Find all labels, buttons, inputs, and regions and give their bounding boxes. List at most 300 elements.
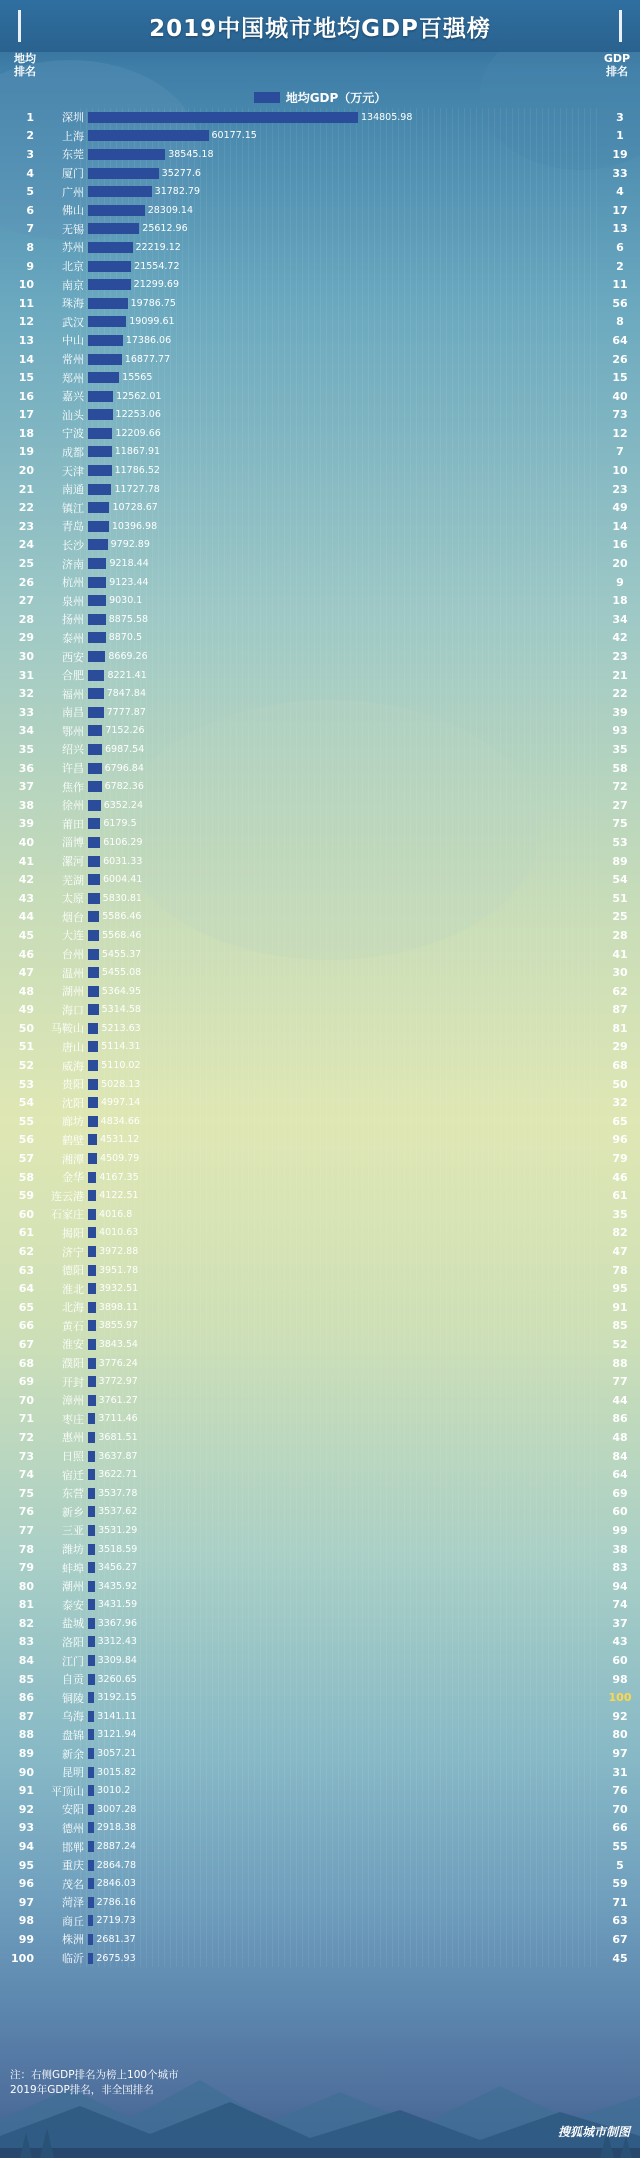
row-rank: 62 bbox=[18, 1245, 34, 1259]
row-city-label: 绍兴 bbox=[62, 743, 84, 757]
row-city-label: 珠海 bbox=[62, 297, 84, 311]
row-rank: 40 bbox=[18, 835, 34, 849]
row-rank: 100 bbox=[11, 1951, 34, 1965]
chart-row bbox=[0, 1186, 640, 1205]
row-bar-wrap bbox=[88, 666, 600, 685]
row-bar-wrap bbox=[88, 331, 600, 350]
row-bar-wrap bbox=[88, 1112, 600, 1131]
row-bar bbox=[88, 874, 100, 885]
row-bar-wrap bbox=[88, 201, 600, 220]
row-bar-wrap bbox=[88, 1670, 600, 1689]
row-bar bbox=[88, 725, 102, 736]
row-bar-wrap bbox=[88, 368, 600, 387]
row-rank: 92 bbox=[18, 1802, 34, 1816]
row-bar-wrap bbox=[88, 1503, 600, 1522]
row-rank: 96 bbox=[18, 1877, 34, 1891]
row-bar-wrap bbox=[88, 108, 600, 127]
row-gdp-rank: 85 bbox=[612, 1319, 628, 1333]
row-gdp-rank: 48 bbox=[612, 1430, 628, 1444]
row-bar bbox=[88, 1432, 95, 1443]
row-bar-wrap bbox=[88, 684, 600, 703]
chart-row bbox=[0, 777, 640, 796]
row-bar bbox=[88, 279, 131, 290]
row-gdp-rank: 88 bbox=[612, 1356, 628, 1370]
row-value-label: 3681.51 bbox=[98, 1431, 138, 1443]
row-gdp-rank: 64 bbox=[612, 1468, 628, 1482]
row-bar-wrap bbox=[88, 759, 600, 778]
row-rank: 66 bbox=[18, 1319, 34, 1333]
row-value-label: 4834.66 bbox=[100, 1115, 140, 1127]
row-bar bbox=[88, 261, 131, 272]
row-gdp-rank: 92 bbox=[612, 1709, 628, 1723]
row-rank: 72 bbox=[18, 1430, 34, 1444]
row-rank: 91 bbox=[18, 1784, 34, 1798]
row-value-label: 38545.18 bbox=[168, 148, 214, 160]
chart-row bbox=[0, 703, 640, 722]
row-rank: 18 bbox=[18, 426, 34, 440]
chart-row bbox=[0, 1726, 640, 1745]
row-gdp-rank: 29 bbox=[612, 1040, 628, 1054]
chart-legend bbox=[0, 86, 640, 108]
row-bar bbox=[88, 1525, 95, 1536]
row-bar bbox=[88, 446, 112, 457]
chart-row bbox=[0, 201, 640, 220]
row-bar bbox=[88, 1283, 96, 1294]
chart-row bbox=[0, 1428, 640, 1447]
row-gdp-rank: 32 bbox=[612, 1096, 628, 1110]
row-bar bbox=[88, 1413, 95, 1424]
row-value-label: 4016.8 bbox=[99, 1208, 133, 1220]
row-gdp-rank: 41 bbox=[612, 947, 628, 961]
row-value-label: 2846.03 bbox=[96, 1878, 136, 1890]
chart-row bbox=[0, 1001, 640, 1020]
row-gdp-rank: 89 bbox=[612, 854, 628, 868]
row-bar bbox=[88, 1544, 95, 1555]
row-city-label: 合肥 bbox=[62, 669, 84, 683]
row-gdp-rank: 62 bbox=[612, 984, 628, 998]
chart-row bbox=[0, 833, 640, 852]
row-rank: 70 bbox=[18, 1393, 34, 1407]
chart-row bbox=[0, 1391, 640, 1410]
row-value-label: 9030.1 bbox=[109, 595, 143, 607]
row-bar bbox=[88, 837, 100, 848]
row-city-label: 蚌埠 bbox=[62, 1561, 84, 1575]
row-rank: 8 bbox=[26, 240, 34, 254]
row-bar bbox=[88, 1655, 95, 1666]
row-bar bbox=[88, 409, 113, 420]
row-city-label: 新余 bbox=[62, 1747, 84, 1761]
row-value-label: 7847.84 bbox=[106, 688, 146, 700]
row-bar bbox=[88, 1320, 96, 1331]
row-bar bbox=[88, 632, 106, 643]
row-bar bbox=[88, 856, 100, 867]
row-city-label: 潮州 bbox=[62, 1580, 84, 1594]
row-bar bbox=[88, 242, 133, 253]
row-value-label: 31782.79 bbox=[154, 186, 200, 198]
row-bar-wrap bbox=[88, 1912, 600, 1931]
bar-chart bbox=[0, 108, 640, 1967]
chart-row bbox=[0, 629, 640, 648]
row-gdp-rank: 52 bbox=[612, 1337, 628, 1351]
row-value-label: 4122.51 bbox=[99, 1190, 139, 1202]
row-bar-wrap bbox=[88, 220, 600, 239]
left-rank-header bbox=[8, 52, 42, 78]
row-value-label: 5568.46 bbox=[102, 929, 142, 941]
row-rank: 74 bbox=[18, 1468, 34, 1482]
row-rank: 60 bbox=[18, 1207, 34, 1221]
chart-row bbox=[0, 722, 640, 741]
row-bar bbox=[88, 1302, 96, 1313]
row-rank: 63 bbox=[18, 1263, 34, 1277]
row-city-label: 马鞍山 bbox=[51, 1022, 84, 1036]
row-gdp-rank: 70 bbox=[612, 1802, 628, 1816]
chart-row bbox=[0, 666, 640, 685]
row-value-label: 5314.58 bbox=[101, 1004, 141, 1016]
row-bar bbox=[88, 1469, 95, 1480]
row-city-label: 长沙 bbox=[62, 538, 84, 552]
row-rank: 7 bbox=[26, 222, 34, 236]
page-header bbox=[0, 0, 640, 52]
row-bar-wrap bbox=[88, 1335, 600, 1354]
row-gdp-rank: 44 bbox=[612, 1393, 628, 1407]
row-city-label: 自贡 bbox=[62, 1673, 84, 1687]
chart-row bbox=[0, 1112, 640, 1131]
row-gdp-rank: 73 bbox=[612, 408, 628, 422]
chart-row bbox=[0, 926, 640, 945]
row-gdp-rank: 82 bbox=[612, 1226, 628, 1240]
row-city-label: 焦作 bbox=[62, 780, 84, 794]
chart-row bbox=[0, 443, 640, 462]
chart-row bbox=[0, 852, 640, 871]
row-city-label: 连云港 bbox=[51, 1189, 84, 1203]
row-bar bbox=[88, 893, 100, 904]
chart-row bbox=[0, 740, 640, 759]
row-value-label: 3637.87 bbox=[98, 1450, 138, 1462]
row-gdp-rank: 67 bbox=[612, 1932, 628, 1946]
row-bar bbox=[88, 1897, 94, 1908]
row-rank: 20 bbox=[18, 464, 34, 478]
row-value-label: 3141.11 bbox=[97, 1710, 137, 1722]
chart-row bbox=[0, 145, 640, 164]
row-value-label: 3367.96 bbox=[97, 1617, 138, 1629]
row-city-label: 厦门 bbox=[62, 167, 84, 181]
row-value-label: 3776.24 bbox=[98, 1357, 138, 1369]
chart-row bbox=[0, 1577, 640, 1596]
row-bar-wrap bbox=[88, 1633, 600, 1652]
row-gdp-rank: 86 bbox=[612, 1412, 628, 1426]
row-city-label: 汕头 bbox=[62, 408, 84, 422]
row-rank: 83 bbox=[18, 1635, 34, 1649]
row-rank: 56 bbox=[18, 1133, 34, 1147]
row-bar-wrap bbox=[88, 740, 600, 759]
row-bar bbox=[88, 911, 99, 922]
row-bar bbox=[88, 205, 145, 216]
row-gdp-rank: 9 bbox=[616, 575, 624, 589]
row-bar-wrap bbox=[88, 1242, 600, 1261]
row-rank: 5 bbox=[26, 185, 34, 199]
row-city-label: 武汉 bbox=[62, 315, 84, 329]
row-rank: 31 bbox=[18, 668, 34, 682]
row-bar-wrap bbox=[88, 1279, 600, 1298]
row-bar bbox=[88, 1079, 98, 1090]
chart-row bbox=[0, 870, 640, 889]
row-value-label: 4010.63 bbox=[99, 1227, 139, 1239]
row-rank: 10 bbox=[18, 278, 34, 292]
row-rank: 34 bbox=[18, 724, 34, 738]
row-rank: 51 bbox=[18, 1040, 34, 1054]
row-city-label: 中山 bbox=[62, 334, 84, 348]
row-value-label: 9218.44 bbox=[109, 558, 149, 570]
row-value-label: 6987.54 bbox=[104, 743, 145, 755]
row-city-label: 常州 bbox=[62, 353, 84, 367]
row-bar bbox=[88, 1376, 96, 1387]
row-rank: 54 bbox=[18, 1096, 34, 1110]
row-city-label: 南通 bbox=[62, 483, 84, 497]
row-city-label: 洛阳 bbox=[62, 1635, 84, 1649]
row-city-label: 铜陵 bbox=[62, 1691, 84, 1705]
row-rank: 47 bbox=[18, 966, 34, 980]
row-value-label: 2786.16 bbox=[96, 1896, 136, 1908]
row-bar bbox=[88, 130, 209, 141]
legend-swatch-icon bbox=[254, 92, 280, 103]
row-value-label: 4167.35 bbox=[99, 1171, 139, 1183]
chart-row bbox=[0, 164, 640, 183]
row-gdp-rank: 43 bbox=[612, 1635, 628, 1649]
row-city-label: 西安 bbox=[62, 650, 84, 664]
row-city-label: 淮北 bbox=[62, 1282, 84, 1296]
row-rank: 3 bbox=[26, 147, 34, 161]
row-value-label: 21299.69 bbox=[133, 279, 179, 291]
chart-row bbox=[0, 1372, 640, 1391]
row-gdp-rank: 98 bbox=[612, 1672, 628, 1686]
row-gdp-rank: 26 bbox=[612, 352, 628, 366]
row-bar bbox=[88, 1581, 95, 1592]
row-bar bbox=[88, 372, 119, 383]
row-value-label: 6782.36 bbox=[104, 781, 144, 793]
row-gdp-rank: 91 bbox=[612, 1300, 628, 1314]
row-gdp-rank: 37 bbox=[612, 1616, 628, 1630]
chart-row bbox=[0, 1354, 640, 1373]
footnote-line2: 2019年GDP排名，非全国排名 bbox=[10, 2084, 154, 2096]
chart-row bbox=[0, 1744, 640, 1763]
row-city-label: 佛山 bbox=[62, 204, 84, 218]
row-rank: 41 bbox=[18, 854, 34, 868]
row-rank: 17 bbox=[18, 408, 34, 422]
row-city-label: 杭州 bbox=[62, 576, 84, 590]
row-bar bbox=[88, 670, 104, 681]
row-bar-wrap bbox=[88, 443, 600, 462]
row-rank: 75 bbox=[18, 1486, 34, 1500]
row-bar-wrap bbox=[88, 387, 600, 406]
chart-row bbox=[0, 1781, 640, 1800]
row-bar-wrap bbox=[88, 703, 600, 722]
row-value-label: 21554.72 bbox=[134, 260, 180, 272]
row-bar-wrap bbox=[88, 1391, 600, 1410]
row-bar bbox=[88, 465, 112, 476]
row-rank: 81 bbox=[18, 1598, 34, 1612]
row-value-label: 6352.24 bbox=[103, 799, 144, 811]
row-bar bbox=[88, 1339, 96, 1350]
row-value-label: 2675.93 bbox=[96, 1952, 136, 1964]
row-value-label: 8870.5 bbox=[108, 632, 143, 644]
row-bar bbox=[88, 186, 152, 197]
chart-row bbox=[0, 610, 640, 629]
chart-row bbox=[0, 1447, 640, 1466]
row-gdp-rank: 96 bbox=[612, 1133, 628, 1147]
row-value-label: 3518.59 bbox=[98, 1543, 138, 1555]
row-rank: 71 bbox=[18, 1412, 34, 1426]
row-city-label: 盘锦 bbox=[62, 1728, 84, 1742]
row-gdp-rank: 78 bbox=[612, 1263, 628, 1277]
row-bar-wrap bbox=[88, 1056, 600, 1075]
chart-row bbox=[0, 759, 640, 778]
row-bar-wrap bbox=[88, 1186, 600, 1205]
row-city-label: 嘉兴 bbox=[62, 390, 84, 404]
row-bar bbox=[88, 1878, 94, 1889]
row-bar-wrap bbox=[88, 1354, 600, 1373]
row-value-label: 134805.98 bbox=[361, 111, 413, 123]
row-city-label: 惠州 bbox=[62, 1431, 84, 1445]
row-rank: 26 bbox=[18, 575, 34, 589]
chart-row bbox=[0, 294, 640, 313]
row-gdp-rank: 69 bbox=[612, 1486, 628, 1500]
row-rank: 33 bbox=[18, 705, 34, 719]
row-bar-wrap bbox=[88, 870, 600, 889]
row-gdp-rank: 23 bbox=[612, 482, 628, 496]
row-rank: 58 bbox=[18, 1170, 34, 1184]
row-gdp-rank: 18 bbox=[612, 594, 628, 608]
row-bar-wrap bbox=[88, 1577, 600, 1596]
row-bar-wrap bbox=[88, 926, 600, 945]
row-value-label: 17386.06 bbox=[125, 334, 172, 346]
chart-row bbox=[0, 1503, 640, 1522]
row-bar-wrap bbox=[88, 182, 600, 201]
row-gdp-rank: 60 bbox=[612, 1654, 628, 1668]
chart-row bbox=[0, 1930, 640, 1949]
row-value-label: 2918.38 bbox=[96, 1822, 137, 1834]
row-city-label: 淮安 bbox=[62, 1338, 84, 1352]
row-rank: 57 bbox=[18, 1152, 34, 1166]
chart-row bbox=[0, 517, 640, 536]
row-bar bbox=[88, 1265, 96, 1276]
row-city-label: 乌海 bbox=[62, 1710, 84, 1724]
row-value-label: 9123.44 bbox=[109, 576, 149, 588]
row-city-label: 唐山 bbox=[62, 1040, 84, 1054]
row-bar bbox=[88, 1246, 96, 1257]
row-bar bbox=[88, 112, 358, 123]
row-gdp-rank: 65 bbox=[612, 1114, 628, 1128]
row-value-label: 3309.84 bbox=[97, 1655, 137, 1667]
row-city-label: 株洲 bbox=[62, 1933, 84, 1947]
row-value-label: 22219.12 bbox=[135, 241, 181, 253]
row-value-label: 12209.66 bbox=[115, 427, 161, 439]
chart-row bbox=[0, 1874, 640, 1893]
row-city-label: 漳州 bbox=[62, 1394, 84, 1408]
row-value-label: 6796.84 bbox=[104, 762, 144, 774]
chart-row bbox=[0, 796, 640, 815]
row-bar-wrap bbox=[88, 1614, 600, 1633]
row-bar-wrap bbox=[88, 536, 600, 555]
row-bar-wrap bbox=[88, 1372, 600, 1391]
row-gdp-rank: 5 bbox=[616, 1858, 624, 1872]
row-city-label: 德州 bbox=[62, 1821, 84, 1835]
row-city-label: 淄博 bbox=[62, 836, 84, 850]
chart-row bbox=[0, 1242, 640, 1261]
right-rank-header bbox=[600, 52, 634, 78]
row-rank: 93 bbox=[18, 1821, 34, 1835]
row-rank: 80 bbox=[18, 1579, 34, 1593]
row-city-label: 泉州 bbox=[62, 594, 84, 608]
chart-row bbox=[0, 536, 640, 555]
row-bar bbox=[88, 354, 122, 365]
row-value-label: 3622.71 bbox=[98, 1469, 138, 1481]
row-city-label: 金华 bbox=[62, 1171, 84, 1185]
chart-row bbox=[0, 647, 640, 666]
row-city-label: 湘潭 bbox=[62, 1152, 84, 1166]
row-bar-wrap bbox=[88, 889, 600, 908]
row-bar-wrap bbox=[88, 1261, 600, 1280]
row-gdp-rank: 87 bbox=[612, 1003, 628, 1017]
row-bar bbox=[88, 1562, 95, 1573]
row-gdp-rank: 55 bbox=[612, 1840, 628, 1854]
row-gdp-rank: 16 bbox=[612, 538, 628, 552]
row-rank: 53 bbox=[18, 1077, 34, 1091]
row-value-label: 3015.82 bbox=[97, 1766, 137, 1778]
row-value-label: 11727.78 bbox=[114, 483, 160, 495]
row-bar-wrap bbox=[88, 517, 600, 536]
row-bar bbox=[88, 521, 109, 532]
row-rank: 87 bbox=[18, 1709, 34, 1723]
row-rank: 85 bbox=[18, 1672, 34, 1686]
chart-row bbox=[0, 1688, 640, 1707]
row-bar-wrap bbox=[88, 815, 600, 834]
row-bar bbox=[88, 781, 102, 792]
row-gdp-rank: 46 bbox=[612, 1170, 628, 1184]
row-rank: 24 bbox=[18, 538, 34, 552]
row-city-label: 廊坊 bbox=[62, 1115, 84, 1129]
row-bar bbox=[88, 577, 106, 588]
row-bar-wrap bbox=[88, 1707, 600, 1726]
row-bar-wrap bbox=[88, 852, 600, 871]
row-city-label: 东营 bbox=[62, 1487, 84, 1501]
row-city-label: 深圳 bbox=[62, 111, 84, 125]
row-bar-wrap bbox=[88, 1651, 600, 1670]
chart-row bbox=[0, 182, 640, 201]
row-gdp-rank: 35 bbox=[612, 742, 628, 756]
row-gdp-rank: 76 bbox=[612, 1784, 628, 1798]
row-rank: 37 bbox=[18, 780, 34, 794]
row-city-label: 镇江 bbox=[62, 501, 84, 515]
chart-row bbox=[0, 275, 640, 294]
row-city-label: 盐城 bbox=[62, 1617, 84, 1631]
row-gdp-rank: 64 bbox=[612, 333, 628, 347]
row-value-label: 15565 bbox=[122, 372, 153, 384]
row-rank: 12 bbox=[18, 315, 34, 329]
row-value-label: 3855.97 bbox=[98, 1320, 139, 1332]
row-gdp-rank: 19 bbox=[612, 147, 628, 161]
row-value-label: 7152.26 bbox=[105, 725, 145, 737]
row-bar-wrap bbox=[88, 982, 600, 1001]
row-bar-wrap bbox=[88, 1837, 600, 1856]
row-gdp-rank: 71 bbox=[612, 1895, 628, 1909]
row-bar-wrap bbox=[88, 127, 600, 146]
row-rank: 69 bbox=[18, 1375, 34, 1389]
row-gdp-rank: 22 bbox=[612, 687, 628, 701]
row-bar bbox=[88, 1023, 98, 1034]
row-city-label: 枣庄 bbox=[62, 1412, 84, 1426]
row-bar bbox=[88, 1041, 98, 1052]
row-value-label: 3010.2 bbox=[97, 1785, 131, 1797]
